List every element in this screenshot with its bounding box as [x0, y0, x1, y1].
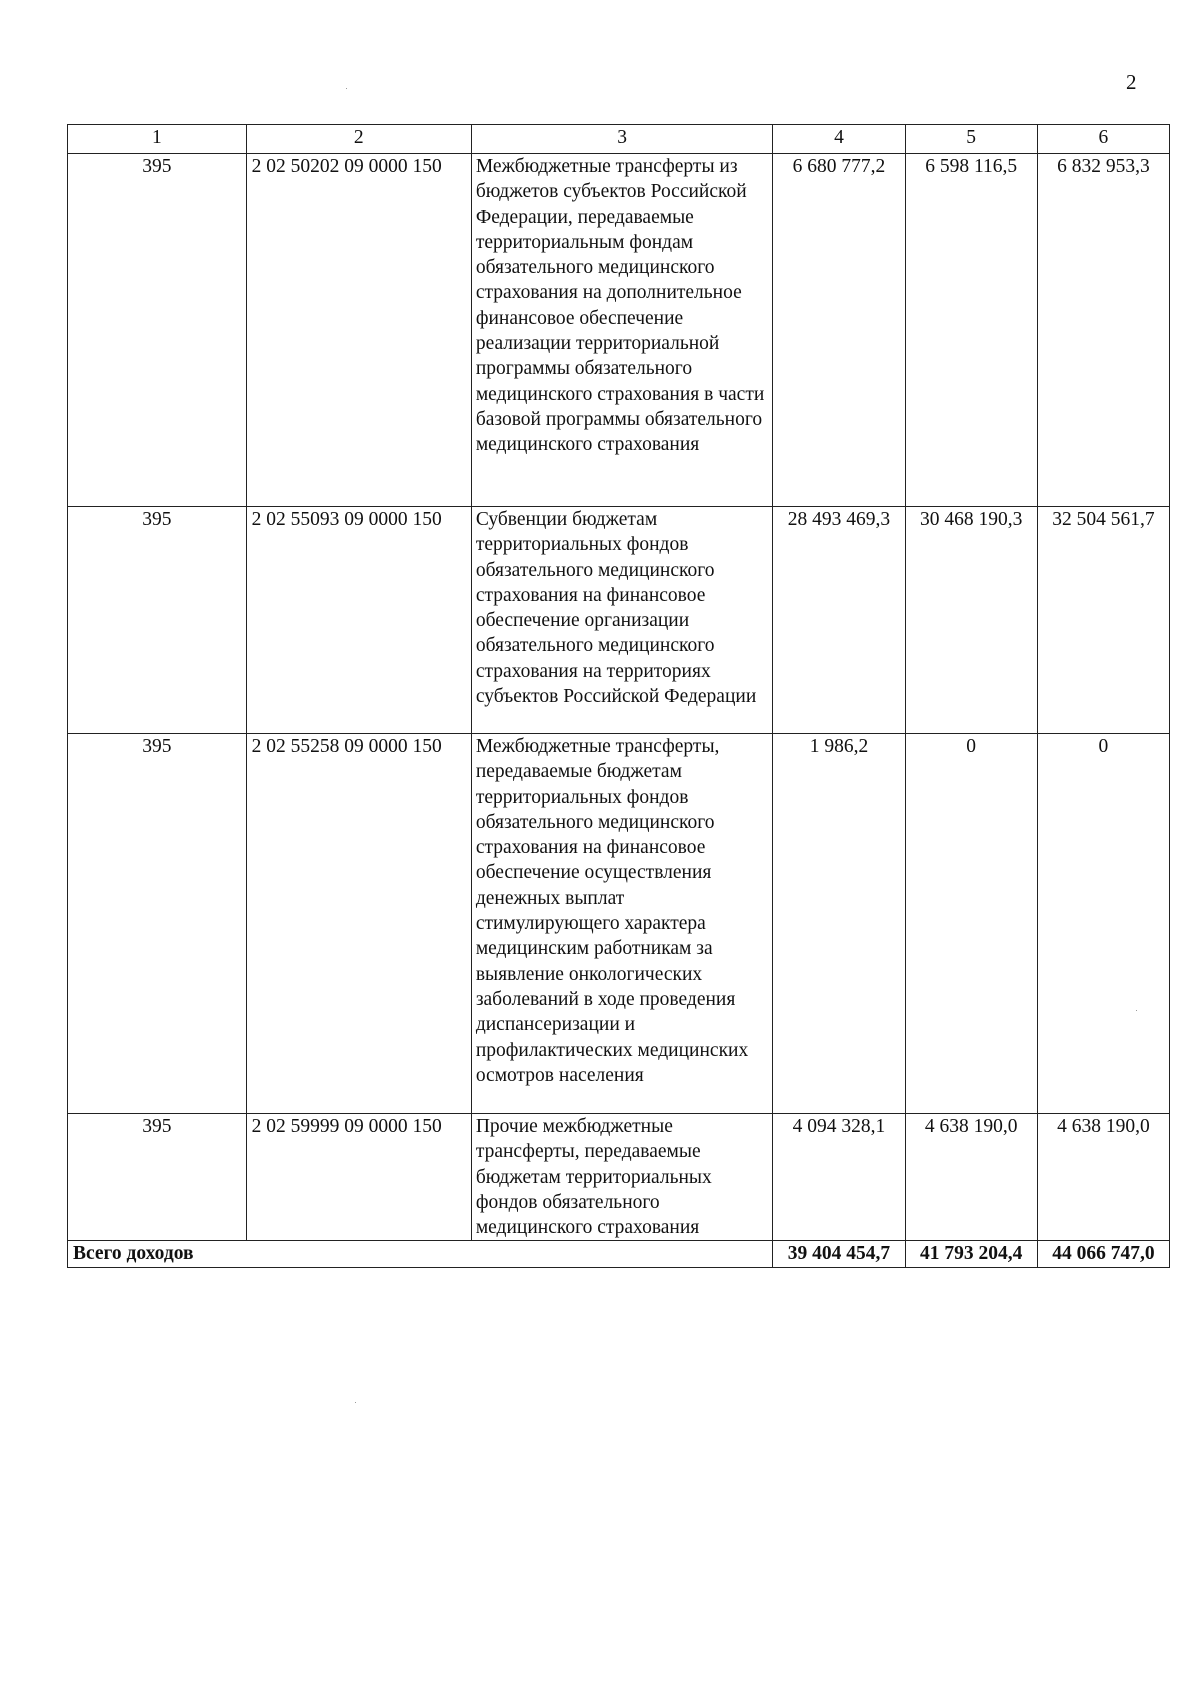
- column-header-5: 5: [905, 125, 1037, 154]
- value-cell-col4: 4 094 328,1: [773, 1114, 905, 1241]
- value-cell-col4: 6 680 777,2: [773, 154, 905, 507]
- value-cell-col6: 6 832 953,3: [1037, 154, 1169, 507]
- value-cell-col6: 32 504 561,7: [1037, 507, 1169, 734]
- description-cell: Межбюджетные трансферты из бюджетов субъектов Российской Федерации, передаваемые территориальным фондам обязательного медицинского страхования на дополнительное финансовое обеспечение реализации территориальной программы обязательного медицинского страхования в части базовой программы обязательного медицинского страхования: [471, 154, 773, 507]
- revenue-code-cell: 2 02 59999 09 0000 150: [246, 1114, 471, 1241]
- admin-code-cell: 395: [68, 507, 247, 734]
- total-label: Всего доходов: [68, 1241, 773, 1268]
- value-cell-col5: 4 638 190,0: [905, 1114, 1037, 1241]
- value-cell-col4: 1 986,2: [773, 734, 905, 1114]
- revenue-code-cell: 2 02 55093 09 0000 150: [246, 507, 471, 734]
- description-cell: Прочие межбюджетные трансферты, передаваемые бюджетам территориальных фондов обязательного медицинского страхования: [471, 1114, 773, 1241]
- description-cell: Субвенции бюджетам территориальных фондов обязательного медицинского страхования на финансовое обеспечение организации обязательного медицинского страхования на территориях субъектов Российской Федерации: [471, 507, 773, 734]
- scan-speck: [1136, 1010, 1137, 1011]
- admin-code-cell: 395: [68, 734, 247, 1114]
- table-row: [68, 734, 1170, 1114]
- scan-speck: [346, 88, 347, 89]
- total-value-col5: 41 793 204,4: [905, 1241, 1037, 1268]
- table-row: [68, 1114, 1170, 1241]
- value-cell-col6: 4 638 190,0: [1037, 1114, 1169, 1241]
- value-cell-col5: 6 598 116,5: [905, 154, 1037, 507]
- total-row: [68, 1241, 1170, 1268]
- description-cell: Межбюджетные трансферты, передаваемые бюджетам территориальных фондов обязательного медицинского страхования на финансовое обеспечение осуществления денежных выплат стимулирующего характера медицинским работникам за выявление онкологических заболеваний в ходе проведения диспансеризации и профилактических медицинских осмотров населения: [471, 734, 773, 1114]
- table-header-row: [68, 125, 1170, 154]
- admin-code-cell: 395: [68, 154, 247, 507]
- column-header-6: 6: [1037, 125, 1169, 154]
- total-value-col4: 39 404 454,7: [773, 1241, 905, 1268]
- column-header-4: 4: [773, 125, 905, 154]
- page-number: 2: [1126, 70, 1137, 94]
- column-header-2: 2: [246, 125, 471, 154]
- column-header-1: 1: [68, 125, 247, 154]
- revenue-table: [67, 124, 1170, 1268]
- total-value-col6: 44 066 747,0: [1037, 1241, 1169, 1268]
- revenue-code-cell: 2 02 50202 09 0000 150: [246, 154, 471, 507]
- value-cell-col6: 0: [1037, 734, 1169, 1114]
- table-row: [68, 507, 1170, 734]
- admin-code-cell: 395: [68, 1114, 247, 1241]
- scan-speck: [355, 1402, 356, 1403]
- table-row: [68, 154, 1170, 507]
- column-header-3: 3: [471, 125, 773, 154]
- value-cell-col4: 28 493 469,3: [773, 507, 905, 734]
- value-cell-col5: 30 468 190,3: [905, 507, 1037, 734]
- revenue-code-cell: 2 02 55258 09 0000 150: [246, 734, 471, 1114]
- value-cell-col5: 0: [905, 734, 1037, 1114]
